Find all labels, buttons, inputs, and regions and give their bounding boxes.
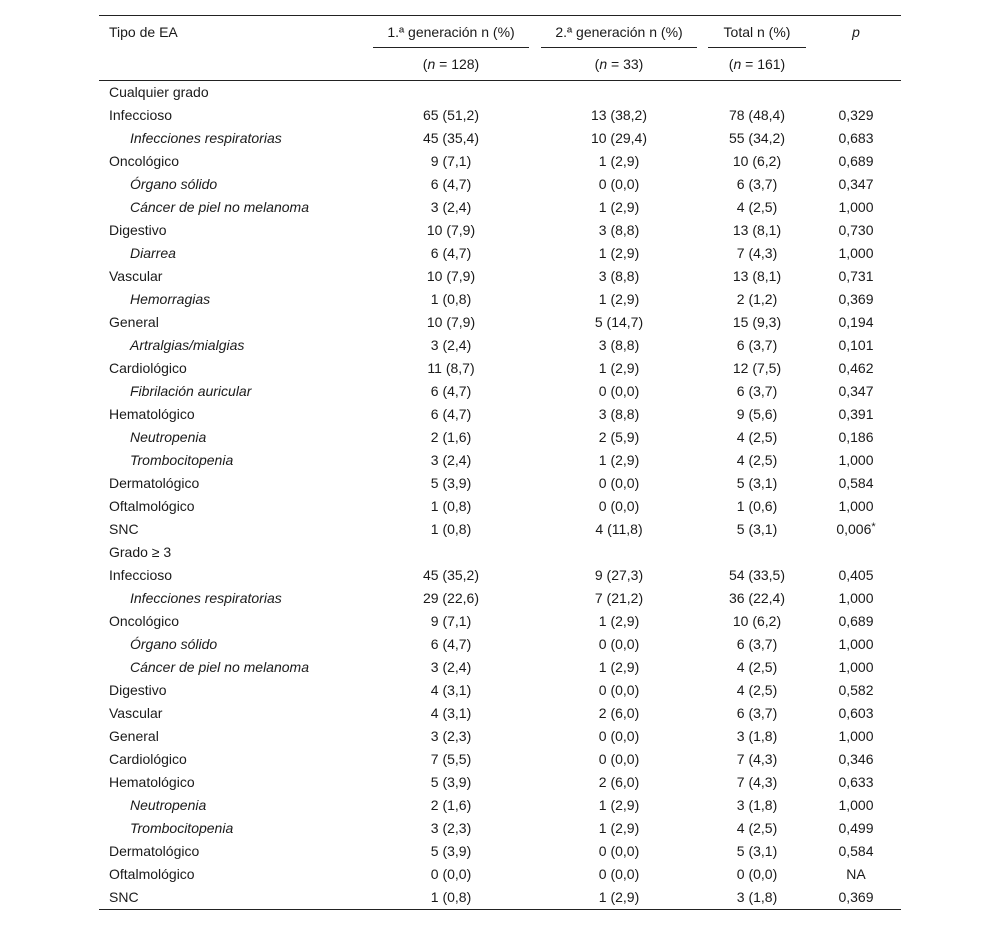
cell-total	[703, 541, 811, 564]
cell-p: 1,000	[838, 590, 874, 606]
cell-p: 0,499	[838, 820, 874, 836]
row-label: Órgano sólido	[130, 636, 218, 652]
table-row	[99, 196, 901, 219]
header-gen1: 1.ª generación n (%)	[367, 16, 535, 49]
cell-p: 1,000	[838, 636, 874, 652]
row-label: Oftalmológico	[109, 498, 195, 514]
cell-p: 0,347	[838, 176, 874, 192]
cell-gen1: 3 (2,4)	[430, 452, 472, 468]
cell-total: 4 (2,5)	[736, 429, 778, 445]
header-total: Total n (%)	[703, 16, 811, 49]
cell-p	[811, 81, 901, 105]
table-row	[99, 886, 901, 910]
table-row	[99, 863, 901, 886]
cell-total: 6 (3,7)	[736, 176, 778, 192]
cell-total: 10 (6,2)	[732, 613, 782, 629]
cell-p: 0,633	[838, 774, 874, 790]
header-p: p	[811, 16, 901, 49]
cell-total: 0 (0,0)	[736, 866, 778, 882]
row-label: Grado ≥ 3	[109, 544, 172, 560]
cell-gen1: 0 (0,0)	[430, 866, 472, 882]
adverse-events-table-container	[99, 15, 901, 910]
cell-total: 3 (1,8)	[736, 728, 778, 744]
cell-gen1: 10 (7,9)	[426, 314, 476, 330]
row-label: SNC	[109, 521, 139, 537]
cell-total: 1 (0,6)	[736, 498, 778, 514]
cell-total	[703, 81, 811, 105]
cell-gen1	[367, 81, 535, 105]
cell-gen2: 4 (11,8)	[595, 521, 643, 537]
cell-p: 0,603	[838, 705, 874, 721]
cell-gen1: 3 (2,3)	[430, 820, 472, 836]
header-n-gen2: (n = 33)	[535, 48, 703, 81]
cell-gen2: 3 (8,8)	[598, 406, 640, 422]
table-row	[99, 495, 901, 518]
cell-total: 78 (48,4)	[728, 107, 786, 123]
cell-gen2: 3 (8,8)	[598, 337, 640, 353]
row-label: Hemorragias	[130, 291, 211, 307]
cell-p: 0,405	[838, 567, 874, 583]
row-label: General	[109, 314, 159, 330]
header-gen2: 2.ª generación n (%)	[535, 16, 703, 49]
table-row	[99, 679, 901, 702]
cell-gen1: 9 (7,1)	[430, 613, 472, 629]
cell-gen2: 7 (21,2)	[594, 590, 644, 606]
cell-gen1: 6 (4,7)	[430, 636, 472, 652]
cell-total: 6 (3,7)	[736, 383, 778, 399]
row-label: Dermatológico	[109, 475, 200, 491]
row-label: SNC	[99, 886, 367, 910]
cell-gen2: 9 (27,3)	[594, 567, 644, 583]
cell-total: 9 (5,6)	[736, 406, 778, 422]
cell-p: 0,346	[838, 751, 874, 767]
cell-total: 7 (4,3)	[736, 751, 778, 767]
table-body	[99, 81, 901, 910]
table-row	[99, 357, 901, 380]
table-row	[99, 518, 901, 541]
cell-total: 12 (7,5)	[732, 360, 782, 376]
cell-total: 4 (2,5)	[736, 452, 778, 468]
row-label: Cardiológico	[109, 360, 187, 376]
table-row	[99, 403, 901, 426]
cell-gen1: 2 (1,6)	[430, 797, 472, 813]
cell-p: 0,194	[838, 314, 874, 330]
cell-gen1: 9 (7,1)	[430, 153, 472, 169]
cell-gen2: 1 (2,9)	[598, 199, 640, 215]
section-row	[99, 81, 901, 105]
table-row	[99, 173, 901, 196]
cell-gen2: 1 (2,9)	[598, 820, 640, 836]
cell-gen2: 1 (2,9)	[598, 291, 640, 307]
row-label: General	[109, 728, 159, 744]
table-row	[99, 633, 901, 656]
cell-gen1: 45 (35,2)	[422, 567, 480, 583]
row-label: Artralgias/mialgias	[130, 337, 245, 353]
table-row	[99, 426, 901, 449]
table-row	[99, 334, 901, 357]
cell-gen1: 11 (8,7)	[427, 360, 475, 376]
cell-p: 0,689	[838, 613, 874, 629]
cell-total: 15 (9,3)	[732, 314, 782, 330]
cell-gen1: 1 (0,8)	[367, 886, 535, 910]
row-label: Digestivo	[109, 682, 167, 698]
cell-p: 1,000	[838, 659, 874, 675]
cell-gen2	[535, 541, 703, 564]
cell-p: 0,683	[838, 130, 874, 146]
cell-p: 0,731	[838, 268, 874, 284]
header-row	[99, 16, 901, 49]
cell-p: 0,369	[838, 291, 874, 307]
cell-gen2: 1 (2,9)	[598, 452, 640, 468]
table-row	[99, 564, 901, 587]
cell-total: 4 (2,5)	[736, 820, 778, 836]
cell-gen2: 0 (0,0)	[598, 383, 640, 399]
row-label: Infecciones respiratorias	[130, 590, 282, 606]
row-label: Diarrea	[130, 245, 176, 261]
cell-gen2: 0 (0,0)	[598, 843, 640, 859]
row-label: Hematológico	[109, 774, 195, 790]
cell-p: 0,584	[838, 843, 874, 859]
row-label: Vascular	[109, 268, 163, 284]
cell-gen2: 1 (2,9)	[598, 797, 640, 813]
cell-gen1: 5 (3,9)	[430, 843, 472, 859]
row-label: Oncológico	[109, 613, 180, 629]
cell-total: 6 (3,7)	[736, 636, 778, 652]
table-row	[99, 817, 901, 840]
cell-gen1: 3 (2,4)	[430, 337, 472, 353]
cell-gen2: 5 (14,7)	[594, 314, 644, 330]
cell-total: 10 (6,2)	[732, 153, 782, 169]
cell-p: 1,000	[838, 245, 874, 261]
cell-gen2: 0 (0,0)	[598, 176, 640, 192]
cell-gen1: 1 (0,8)	[430, 291, 472, 307]
cell-p: 0,689	[838, 153, 874, 169]
cell-gen2: 2 (6,0)	[598, 705, 640, 721]
cell-p: 1,000	[838, 797, 874, 813]
cell-gen1	[367, 541, 535, 564]
table-row	[99, 219, 901, 242]
row-label: Dermatológico	[109, 843, 200, 859]
cell-p: 0,329	[838, 107, 874, 123]
cell-total: 6 (3,7)	[736, 705, 778, 721]
cell-gen2: 0 (0,0)	[598, 751, 640, 767]
table-row	[99, 104, 901, 127]
cell-gen1: 1 (0,8)	[430, 498, 472, 514]
table-row	[99, 288, 901, 311]
cell-total: 36 (22,4)	[728, 590, 786, 606]
cell-gen1: 3 (2,3)	[430, 728, 472, 744]
cell-p: 0,186	[838, 429, 874, 445]
cell-gen1: 4 (3,1)	[430, 705, 472, 721]
row-label: Digestivo	[109, 222, 167, 238]
cell-total: 5 (3,1)	[736, 843, 778, 859]
header-type: Tipo de EA	[99, 16, 367, 49]
table-row	[99, 587, 901, 610]
cell-gen2: 3 (8,8)	[598, 222, 640, 238]
cell-total: 7 (4,3)	[736, 245, 778, 261]
cell-gen1: 5 (3,9)	[430, 475, 472, 491]
cell-total: 5 (3,1)	[736, 521, 778, 537]
cell-gen2: 0 (0,0)	[598, 682, 640, 698]
cell-total: 3 (1,8)	[736, 797, 778, 813]
cell-p: NA	[846, 866, 866, 882]
cell-total: 4 (2,5)	[736, 682, 778, 698]
cell-p: 0,101	[838, 337, 874, 353]
table-row	[99, 725, 901, 748]
cell-gen2: 2 (5,9)	[598, 429, 640, 445]
cell-gen2: 3 (8,8)	[598, 268, 640, 284]
cell-gen1: 10 (7,9)	[426, 268, 476, 284]
row-label: Cardiológico	[109, 751, 187, 767]
table-row	[99, 449, 901, 472]
cell-gen1: 10 (7,9)	[426, 222, 476, 238]
row-label: Cualquier grado	[109, 84, 209, 100]
cell-p: 1,000	[838, 452, 874, 468]
table-row	[99, 265, 901, 288]
cell-p: 0,462	[838, 360, 874, 376]
cell-p: 1,000	[838, 199, 874, 215]
cell-gen2: 1 (2,9)	[535, 886, 703, 910]
table-row	[99, 380, 901, 403]
row-label: Infeccioso	[109, 107, 173, 123]
cell-gen2: 10 (29,4)	[590, 130, 648, 146]
header-n-total: (n = 161)	[703, 48, 811, 81]
table-row	[99, 311, 901, 334]
cell-gen1: 45 (35,4)	[422, 130, 480, 146]
row-label: Neutropenia	[130, 797, 207, 813]
cell-gen2: 0 (0,0)	[598, 475, 640, 491]
cell-gen2: 1 (2,9)	[598, 613, 640, 629]
cell-p: 0,369	[811, 886, 901, 910]
cell-gen2: 0 (0,0)	[598, 866, 640, 882]
cell-p: 0,006*	[836, 521, 876, 537]
cell-gen1: 7 (5,5)	[430, 751, 472, 767]
cell-total: 2 (1,2)	[736, 291, 778, 307]
table-row	[99, 472, 901, 495]
table-row	[99, 610, 901, 633]
cell-total: 55 (34,2)	[728, 130, 786, 146]
row-label: Cáncer de piel no melanoma	[130, 199, 309, 215]
significance-mark: *	[871, 521, 876, 533]
row-label: Cáncer de piel no melanoma	[130, 659, 309, 675]
cell-total: 13 (8,1)	[732, 268, 782, 284]
cell-gen2: 1 (2,9)	[598, 360, 640, 376]
cell-gen1: 6 (4,7)	[430, 406, 472, 422]
cell-p	[811, 541, 901, 564]
cell-gen2: 1 (2,9)	[598, 245, 640, 261]
cell-p: 0,730	[838, 222, 874, 238]
table-row	[99, 794, 901, 817]
table-row	[99, 748, 901, 771]
cell-p: 1,000	[838, 728, 874, 744]
row-label: Trombocitopenia	[130, 452, 234, 468]
cell-p: 0,584	[838, 475, 874, 491]
row-label: Infeccioso	[109, 567, 173, 583]
cell-p: 0,582	[838, 682, 874, 698]
cell-gen1: 6 (4,7)	[430, 383, 472, 399]
table-row	[99, 127, 901, 150]
cell-total: 4 (2,5)	[736, 659, 778, 675]
adverse-events-table	[99, 15, 901, 910]
row-label: Trombocitopenia	[130, 820, 234, 836]
row-label: Órgano sólido	[130, 176, 218, 192]
row-label: Neutropenia	[130, 429, 207, 445]
cell-gen1: 3 (2,4)	[430, 199, 472, 215]
header-n-gen1: (n = 128)	[367, 48, 535, 81]
row-label: Hematológico	[109, 406, 195, 422]
cell-gen1: 5 (3,9)	[430, 774, 472, 790]
row-label: Infecciones respiratorias	[130, 130, 282, 146]
row-label: Oncológico	[109, 153, 180, 169]
table-row	[99, 242, 901, 265]
cell-total: 7 (4,3)	[736, 774, 778, 790]
table-row	[99, 150, 901, 173]
cell-total: 4 (2,5)	[736, 199, 778, 215]
table-row	[99, 840, 901, 863]
cell-gen2: 2 (6,0)	[598, 774, 640, 790]
cell-total: 6 (3,7)	[736, 337, 778, 353]
table-row	[99, 656, 901, 679]
cell-gen1: 6 (4,7)	[430, 176, 472, 192]
cell-p: 1,000	[838, 498, 874, 514]
row-label: Vascular	[109, 705, 163, 721]
cell-gen2	[535, 81, 703, 105]
table-row	[99, 702, 901, 725]
cell-gen2: 0 (0,0)	[598, 498, 640, 514]
cell-total: 5 (3,1)	[736, 475, 778, 491]
cell-gen1: 65 (51,2)	[422, 107, 480, 123]
cell-gen1: 4 (3,1)	[430, 682, 472, 698]
cell-gen2: 1 (2,9)	[598, 659, 640, 675]
table-row	[99, 771, 901, 794]
cell-gen1: 29 (22,6)	[422, 590, 480, 606]
section-row	[99, 541, 901, 564]
cell-gen1: 1 (0,8)	[430, 521, 472, 537]
cell-p: 0,347	[838, 383, 874, 399]
cell-gen2: 1 (2,9)	[598, 153, 640, 169]
cell-total: 3 (1,8)	[703, 886, 811, 910]
cell-p: 0,391	[838, 406, 874, 422]
cell-gen2: 0 (0,0)	[598, 728, 640, 744]
cell-total: 13 (8,1)	[732, 222, 782, 238]
header-n-row	[99, 48, 901, 81]
row-label: Fibrilación auricular	[130, 383, 252, 399]
cell-gen2: 13 (38,2)	[590, 107, 648, 123]
cell-gen1: 3 (2,4)	[430, 659, 472, 675]
cell-gen2: 0 (0,0)	[598, 636, 640, 652]
cell-total: 54 (33,5)	[728, 567, 786, 583]
cell-gen1: 6 (4,7)	[430, 245, 472, 261]
row-label: Oftalmológico	[109, 866, 195, 882]
cell-gen1: 2 (1,6)	[430, 429, 472, 445]
